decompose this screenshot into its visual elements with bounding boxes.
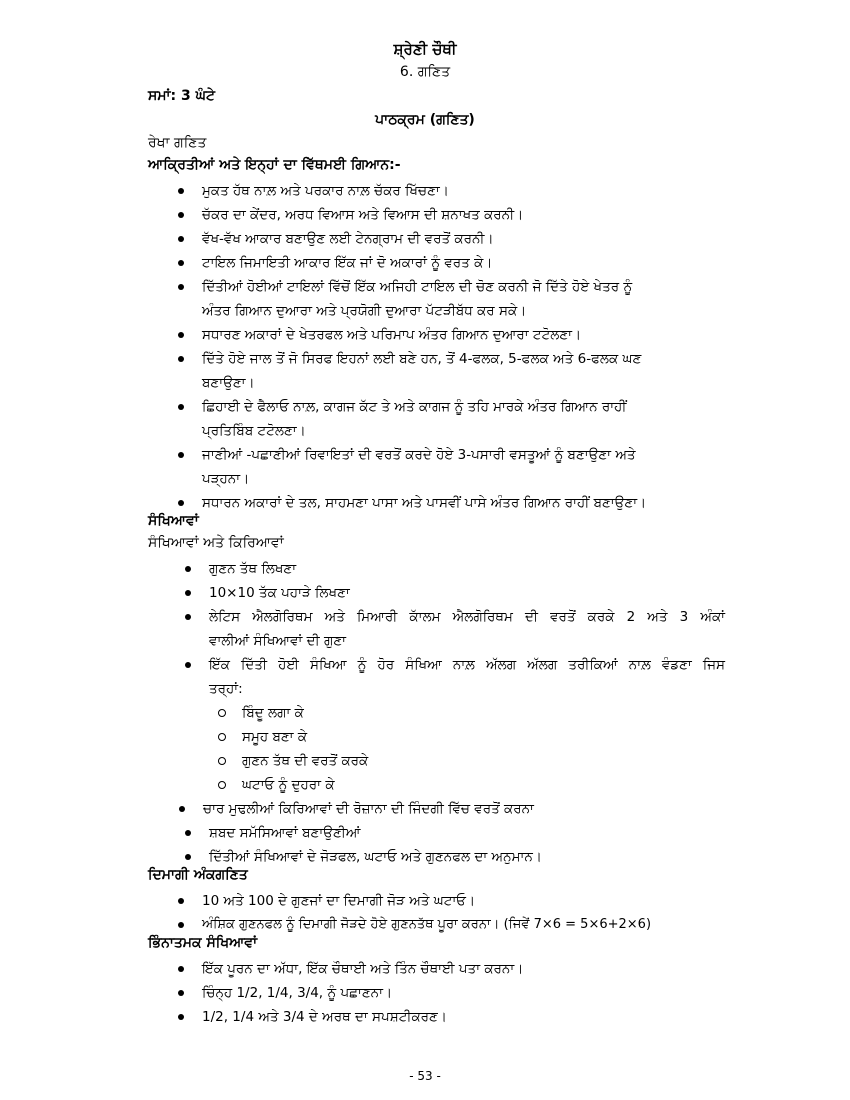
bullet-icon bbox=[178, 332, 184, 338]
list-item: ਇੱਕ ਦਿੱਤੀ ਹੋਈ ਸੰਖਿਆ ਨੂੰ ਹੋਰ ਸੰਖਿਆ ਨਾਲ਼ ਅੱਲਗ ਅੱਲਗ ਤਰੀਕਿਆਂ ਨਾਲ਼ ਵੰਡਣਾ ਜਿਸ ਤਰ੍ਹਾਂ: bbox=[185, 653, 725, 701]
bullet-icon bbox=[185, 566, 191, 572]
list-item: ਗੁਣਨ ਤੱਥ ਦੀ ਵਰਤੋਂ ਕਰਕੇ bbox=[218, 749, 618, 773]
circle-bullet-icon bbox=[218, 733, 226, 741]
numbers-title: ਸੰਖਿਆਵਾਂ bbox=[148, 513, 199, 529]
bullet-icon bbox=[178, 284, 184, 290]
list-item: ਇੱਕ ਪੂਰਨ ਦਾ ਅੱਧਾ, ਇੱਕ ਚੌਥਾਈ ਅਤੇ ਤਿੰਨ ਚੌਥਾਈ ਪਤਾ ਕਰਨਾ। bbox=[178, 957, 718, 981]
list-item: ਟਾਇਲ ਜਿਮਾਇਤੀ ਆਕਾਰ ਇੱਕ ਜਾਂ ਦੋ ਅਕਾਰਾਂ ਨੂੰ ਵਰਤ ਕੇ। bbox=[178, 251, 698, 275]
bullet-icon bbox=[178, 404, 184, 410]
list-item: ਸਮੂਹ ਬਣਾ ਕੇ bbox=[218, 725, 618, 749]
list-item: ਸਧਾਰਨ ਅਕਾਰਾਂ ਦੇ ਤਲ, ਸਾਹਮਣਾ ਪਾਸਾ ਅਤੇ ਪਾਸਵੀਂ ਪਾਸੇ ਅੰਤਰ ਗਿਆਨ ਰਾਹੀਂ ਬਣਾਉਣਾ। bbox=[178, 491, 718, 515]
list-item: ਘਟਾਓ ਨੂੰ ਦੁਹਰਾ ਕੇ bbox=[218, 773, 618, 797]
bullet-icon bbox=[185, 590, 191, 596]
page-number: - 53 - bbox=[409, 1069, 441, 1083]
bullet-icon bbox=[185, 830, 191, 836]
numbers-subtitle: ਸੰਖਿਆਵਾਂ ਅਤੇ ਕਿਰਿਆਵਾਂ bbox=[148, 535, 284, 551]
bullet-icon bbox=[178, 990, 184, 996]
list-item: ਮੁਕਤ ਹੱਥ ਨਾਲ਼ ਅਤੇ ਪਰਕਾਰ ਨਾਲ਼ ਚੱਕਰ ਖਿੱਚਣਾ। bbox=[178, 179, 698, 203]
bullet-icon bbox=[178, 236, 184, 242]
list-item: ਗੁਣਨ ਤੱਥ ਲਿਖਣਾ bbox=[185, 557, 725, 581]
bullet-icon bbox=[185, 662, 191, 668]
bullet-icon bbox=[178, 922, 184, 928]
subject-title: 6. ਗਣਿਤ bbox=[399, 64, 451, 80]
list-item: ਚਿੰਨ੍ਹ 1/2, 1/4, 3/4, ਨੂੰ ਪਛਾਣਨਾ। bbox=[178, 981, 718, 1005]
bullet-icon bbox=[178, 260, 184, 266]
fractions-title: ਭਿੰਨਾਤਮਕ ਸੰਖਿਆਵਾਂ bbox=[148, 935, 258, 951]
geometry-title: ਰੇਖਾ ਗਣਿਤ bbox=[148, 135, 207, 151]
bullet-icon bbox=[185, 854, 191, 860]
list-item: ਬਿੰਦੂ ਲਗਾ ਕੇ bbox=[218, 701, 618, 725]
circle-bullet-icon bbox=[218, 709, 226, 717]
list-item: ਛਿਹਾਈ ਦੇ ਫੈਲਾਓ ਨਾਲ਼, ਕਾਗਜ ਕੱਟ ਤੇ ਅਤੇ ਕਾਗਜ ਨੂੰ ਤਹਿ ਮਾਰਕੇ ਅੰਤਰ ਗਿਆਨ ਰਾਹੀਂ ਪ੍ਰਤਿਬਿੰਬ ਟਟੋਲਣਾ। bbox=[178, 395, 698, 443]
bullet-icon bbox=[178, 898, 184, 904]
circle-bullet-icon bbox=[218, 781, 226, 789]
list-item: ਦਿੱਤੀਆਂ ਹੋਈਆਂ ਟਾਇਲਾਂ ਵਿੱਚੋਂ ਇੱਕ ਅਜਿਹੀ ਟਾਇਲ ਦੀ ਚੋਣ ਕਰਨੀ ਜੋ ਦਿੱਤੇ ਹੋਏ ਖੇਤਰ ਨੂੰ ਅੰਤਰ ਗਿਆਨ ਦੁਆਰਾ ਅਤੇ ਪ੍ਰਯੋਗੀ ਦੁਆਰਾ ਪੱਟੜੀਬੱਧ ਕਰ ਸਕੇ। bbox=[178, 275, 698, 323]
time-label: ਸਮਾਂ: 3 ਘੰਟੇ bbox=[148, 88, 215, 104]
class-title: ਸ਼੍ਰੇਣੀ ਚੌਥੀ bbox=[393, 40, 457, 58]
list-item: 1/2, 1/4 ਅਤੇ 3/4 ਦੇ ਅਰਥ ਦਾ ਸਪਸ਼ਟੀਕਰਣ। bbox=[178, 1005, 718, 1029]
bullet-icon bbox=[178, 966, 184, 972]
list-item: ਵੱਖ-ਵੱਖ ਆਕਾਰ ਬਣਾਉਣ ਲਈ ਟੇਨਗ੍ਰਾਮ ਦੀ ਵਰਤੋਂ ਕਰਨੀ। bbox=[178, 227, 698, 251]
list-item: ਅੰਸ਼ਿਕ ਗੁਣਨਫਲ ਨੂੰ ਦਿਮਾਗੀ ਜੋੜਦੇ ਹੋਏ ਗੁਣਨਤੱਥ ਪੂਰਾ ਕਰਨਾ। (ਜਿਵੇਂ 7×6 = 5×6+2×6) bbox=[178, 913, 738, 937]
bullet-icon bbox=[178, 1014, 184, 1020]
list-item: ਸ਼ਬਦ ਸਮੱਸਿਆਵਾਂ ਬਣਾਉਣੀਆਂ bbox=[185, 821, 725, 845]
list-item: ਜਾਣੀਆਂ -ਪਛਾਣੀਆਂ ਰਿਵਾਇਤਾਂ ਦੀ ਵਰਤੋਂ ਕਰਦੇ ਹੋਏ 3-ਪਸਾਰੀ ਵਸਤੂਆਂ ਨੂੰ ਬਣਾਉਣਾ ਅਤੇ ਪੜ੍ਹਨਾ। bbox=[178, 443, 698, 491]
list-item: ਚਾਰ ਮੁਢਲੀਆਂ ਕਿਰਿਆਵਾਂ ਦੀ ਰੋਜ਼ਾਨਾ ਦੀ ਜਿੰਦਗੀ ਵਿੱਚ ਵਰਤੋਂ ਕਰਨਾ bbox=[179, 797, 719, 821]
mental-math-title: ਦਿਮਾਗੀ ਅੰਕਗਣਿਤ bbox=[148, 867, 248, 883]
list-item: 10×10 ਤੱਕ ਪਹਾੜੇ ਲਿਖਣਾ bbox=[185, 581, 725, 605]
syllabus-title: ਪਾਠਕ੍ਰਮ (ਗਣਿਤ) bbox=[375, 112, 475, 128]
bullet-icon bbox=[178, 188, 184, 194]
list-item: ਦਿੱਤੀਆਂ ਸੰਖਿਆਵਾਂ ਦੇ ਜੋੜਫਲ, ਘਟਾਓ ਅਤੇ ਗੁਣਨਫਲ ਦਾ ਅਨੁਮਾਨ। bbox=[185, 845, 725, 869]
list-item: ਦਿੱਤੇ ਹੋਏ ਜਾਲ ਤੋਂ ਜੋ ਸਿਰਫ ਇਹਨਾਂ ਲਈ ਬਣੇ ਹਨ, ਤੋਂ 4-ਫਲਕ, 5-ਫਲਕ ਅਤੇ 6-ਫਲਕ ਘਣ ਬਣਾਉਣਾ। bbox=[178, 347, 698, 395]
bullet-icon bbox=[185, 614, 191, 620]
circle-bullet-icon bbox=[218, 757, 226, 765]
list-item: 10 ਅਤੇ 100 ਦੇ ਗੁਣਜਾਂ ਦਾ ਦਿਮਾਗੀ ਜੋੜ ਅਤੇ ਘਟਾਓ। bbox=[178, 889, 738, 913]
list-item: ਸਧਾਰਣ ਅਕਾਰਾਂ ਦੇ ਖੇਤਰਫਲ ਅਤੇ ਪਰਿਮਾਪ ਅੰਤਰ ਗਿਆਨ ਦੁਆਰਾ ਟਟੋਲਣਾ। bbox=[178, 323, 698, 347]
bullet-icon bbox=[178, 356, 184, 362]
bullet-icon bbox=[178, 500, 184, 506]
geometry-subtitle: ਆਕ੍ਰਿਤੀਆਂ ਅਤੇ ਇਨ੍ਹਾਂ ਦਾ ਵਿੱਥਮਈ ਗਿਆਨ:- bbox=[148, 157, 401, 173]
bullet-icon bbox=[178, 452, 184, 458]
list-item: ਚੱਕਰ ਦਾ ਕੇਂਦਰ, ਅਰਧ ਵਿਆਸ ਅਤੇ ਵਿਆਸ ਦੀ ਸ਼ਨਾਖਤ ਕਰਨੀ। bbox=[178, 203, 698, 227]
bullet-icon bbox=[178, 212, 184, 218]
bullet-icon bbox=[179, 806, 185, 812]
list-item: ਲੇਟਿਸ ਐਲਗੋਰਿਥਮ ਅਤੇ ਮਿਆਰੀ ਕਾੱਲਮ ਐਲਗੋਰਿਥਮ ਦੀ ਵਰਤੋਂ ਕਰਕੇ 2 ਅਤੇ 3 ਅੰਕਾਂ ਵਾਲੀਆਂ ਸੰਖਿਆਵਾਂ ਦੀ ਗੁਣਾ bbox=[185, 605, 725, 653]
